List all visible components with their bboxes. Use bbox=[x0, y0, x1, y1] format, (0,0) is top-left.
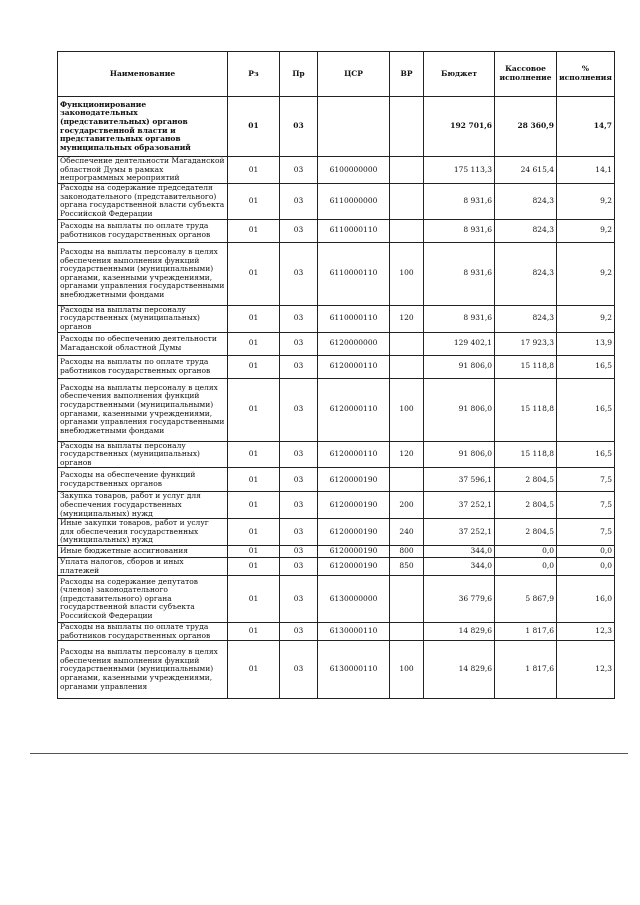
table-row bbox=[58, 183, 615, 219]
cell-csr: 6110000110 bbox=[318, 242, 390, 305]
cell-csr: 6120000000 bbox=[318, 332, 390, 355]
cell-cash-execution: 1 817,6 bbox=[495, 641, 557, 699]
table-body bbox=[58, 97, 615, 699]
cell-vr: 100 bbox=[390, 242, 424, 305]
cell-cash-execution: 15 118,8 bbox=[495, 355, 557, 378]
cell-rz: 01 bbox=[228, 219, 280, 242]
cell-pr: 03 bbox=[280, 576, 318, 623]
cell-csr: 6110000000 bbox=[318, 183, 390, 219]
cell-name: Расходы на содержание депутатов (членов) законодательного (представительного) органа государственной власти субъекта Российской Федерации bbox=[58, 576, 228, 623]
table-row bbox=[58, 219, 615, 242]
table-row bbox=[58, 623, 615, 641]
cell-budget: 91 806,0 bbox=[424, 378, 495, 441]
cell-name: Обеспечение деятельности Магаданской областной Думы в рамках непрограммных мероприятий bbox=[58, 157, 228, 184]
cell-rz: 01 bbox=[228, 641, 280, 699]
cell-percent-execution: 7,5 bbox=[557, 468, 615, 492]
table-header-row bbox=[58, 52, 615, 97]
cell-pr: 03 bbox=[280, 157, 318, 184]
cell-budget: 8 931,6 bbox=[424, 242, 495, 305]
cell-vr: 200 bbox=[390, 492, 424, 519]
cell-vr bbox=[390, 183, 424, 219]
cell-name: Иные закупки товаров, работ и услуг для обеспечения государственных (муниципальных) нужд bbox=[58, 519, 228, 546]
cell-name: Расходы на обеспечение функций государственных органов bbox=[58, 468, 228, 492]
cell-percent-execution: 12,3 bbox=[557, 623, 615, 641]
cell-pr: 03 bbox=[280, 355, 318, 378]
cell-vr bbox=[390, 157, 424, 184]
table-row bbox=[58, 557, 615, 575]
cell-budget: 344,0 bbox=[424, 557, 495, 575]
budget-execution-table bbox=[57, 51, 615, 699]
cell-budget: 8 931,6 bbox=[424, 183, 495, 219]
cell-budget: 36 779,6 bbox=[424, 576, 495, 623]
cell-cash-execution: 824,3 bbox=[495, 242, 557, 305]
header-rz: Рз bbox=[228, 52, 280, 97]
table-row bbox=[58, 468, 615, 492]
cell-rz: 01 bbox=[228, 545, 280, 557]
cell-percent-execution: 9,2 bbox=[557, 305, 615, 332]
cell-pr: 03 bbox=[280, 97, 318, 157]
cell-rz: 01 bbox=[228, 492, 280, 519]
cell-name: Расходы на выплаты персоналу в целях обеспечения выполнения функций государственными (муниципальными) органами, казенными учреждениями, органами управления bbox=[58, 641, 228, 699]
table-row bbox=[58, 332, 615, 355]
header-name: Наименование bbox=[58, 52, 228, 97]
cell-percent-execution: 0,0 bbox=[557, 557, 615, 575]
cell-name: Расходы на выплаты по оплате труда работников государственных органов bbox=[58, 623, 228, 641]
cell-percent-execution: 12,3 bbox=[557, 641, 615, 699]
cell-percent-execution: 13,9 bbox=[557, 332, 615, 355]
cell-csr: 6100000000 bbox=[318, 157, 390, 184]
cell-budget: 8 931,6 bbox=[424, 219, 495, 242]
cell-csr: 6110000110 bbox=[318, 219, 390, 242]
table-row bbox=[58, 641, 615, 699]
cell-vr: 240 bbox=[390, 519, 424, 546]
cell-pr: 03 bbox=[280, 623, 318, 641]
cell-budget: 129 402,1 bbox=[424, 332, 495, 355]
cell-csr bbox=[318, 97, 390, 157]
table-row bbox=[58, 545, 615, 557]
cell-rz: 01 bbox=[228, 576, 280, 623]
cell-cash-execution: 2 804,5 bbox=[495, 468, 557, 492]
page-divider-line bbox=[30, 753, 628, 754]
cell-budget: 344,0 bbox=[424, 545, 495, 557]
cell-percent-execution: 9,2 bbox=[557, 242, 615, 305]
cell-cash-execution: 824,3 bbox=[495, 219, 557, 242]
cell-rz: 01 bbox=[228, 557, 280, 575]
table-row bbox=[58, 305, 615, 332]
cell-budget: 37 596,1 bbox=[424, 468, 495, 492]
cell-budget: 91 806,0 bbox=[424, 441, 495, 468]
cell-budget: 37 252,1 bbox=[424, 492, 495, 519]
cell-pr: 03 bbox=[280, 332, 318, 355]
cell-budget: 37 252,1 bbox=[424, 519, 495, 546]
cell-percent-execution: 16,0 bbox=[557, 576, 615, 623]
cell-rz: 01 bbox=[228, 468, 280, 492]
cell-csr: 6120000190 bbox=[318, 545, 390, 557]
cell-csr: 6130000110 bbox=[318, 623, 390, 641]
cell-vr: 120 bbox=[390, 441, 424, 468]
cell-budget: 8 931,6 bbox=[424, 305, 495, 332]
cell-vr bbox=[390, 355, 424, 378]
cell-rz: 01 bbox=[228, 355, 280, 378]
cell-pr: 03 bbox=[280, 219, 318, 242]
cell-pr: 03 bbox=[280, 519, 318, 546]
cell-csr: 6120000190 bbox=[318, 519, 390, 546]
cell-cash-execution: 2 804,5 bbox=[495, 492, 557, 519]
cell-vr: 100 bbox=[390, 641, 424, 699]
cell-cash-execution: 824,3 bbox=[495, 305, 557, 332]
table-row bbox=[58, 97, 615, 157]
cell-vr: 850 bbox=[390, 557, 424, 575]
cell-vr: 100 bbox=[390, 378, 424, 441]
cell-vr bbox=[390, 219, 424, 242]
cell-csr: 6130000000 bbox=[318, 576, 390, 623]
cell-percent-execution: 14,7 bbox=[557, 97, 615, 157]
cell-name: Расходы на выплаты персоналу в целях обеспечения выполнения функций государственными (муниципальными) органами, казенными учреждениями, органами управления государственными внебюджетными фондами bbox=[58, 378, 228, 441]
cell-cash-execution: 15 118,8 bbox=[495, 378, 557, 441]
cell-percent-execution: 0,0 bbox=[557, 545, 615, 557]
cell-name: Расходы на выплаты персоналу государственных (муниципальных) органов bbox=[58, 441, 228, 468]
cell-vr bbox=[390, 576, 424, 623]
table-row bbox=[58, 441, 615, 468]
cell-name: Расходы на выплаты персоналу в целях обеспечения выполнения функций государственными (муниципальными) органами, казенными учреждениями, органами управления государственными внебюджетными фондами bbox=[58, 242, 228, 305]
cell-pr: 03 bbox=[280, 468, 318, 492]
cell-vr: 800 bbox=[390, 545, 424, 557]
cell-budget: 14 829,6 bbox=[424, 641, 495, 699]
cell-pr: 03 bbox=[280, 641, 318, 699]
cell-rz: 01 bbox=[228, 623, 280, 641]
header-cash-execution: Кассовое исполнение bbox=[495, 52, 557, 97]
cell-pr: 03 bbox=[280, 545, 318, 557]
cell-pr: 03 bbox=[280, 441, 318, 468]
cell-percent-execution: 7,5 bbox=[557, 492, 615, 519]
cell-pr: 03 bbox=[280, 305, 318, 332]
cell-vr: 120 bbox=[390, 305, 424, 332]
cell-rz: 01 bbox=[228, 441, 280, 468]
cell-rz: 01 bbox=[228, 305, 280, 332]
cell-percent-execution: 16,5 bbox=[557, 355, 615, 378]
cell-pr: 03 bbox=[280, 242, 318, 305]
cell-csr: 6120000110 bbox=[318, 378, 390, 441]
cell-csr: 6120000190 bbox=[318, 492, 390, 519]
cell-pr: 03 bbox=[280, 557, 318, 575]
cell-rz: 01 bbox=[228, 242, 280, 305]
cell-csr: 6130000110 bbox=[318, 641, 390, 699]
cell-budget: 91 806,0 bbox=[424, 355, 495, 378]
cell-rz: 01 bbox=[228, 183, 280, 219]
cell-csr: 6120000110 bbox=[318, 355, 390, 378]
header-budget: Бюджет bbox=[424, 52, 495, 97]
table-row bbox=[58, 378, 615, 441]
cell-rz: 01 bbox=[228, 519, 280, 546]
cell-percent-execution: 14,1 bbox=[557, 157, 615, 184]
cell-percent-execution: 9,2 bbox=[557, 219, 615, 242]
cell-cash-execution: 2 804,5 bbox=[495, 519, 557, 546]
table-row bbox=[58, 157, 615, 184]
cell-rz: 01 bbox=[228, 97, 280, 157]
cell-pr: 03 bbox=[280, 378, 318, 441]
cell-csr: 6120000190 bbox=[318, 557, 390, 575]
table-row bbox=[58, 576, 615, 623]
cell-percent-execution: 7,5 bbox=[557, 519, 615, 546]
cell-name: Расходы на выплаты персоналу государственных (муниципальных) органов bbox=[58, 305, 228, 332]
header-csr: ЦСР bbox=[318, 52, 390, 97]
cell-pr: 03 bbox=[280, 183, 318, 219]
cell-cash-execution: 0,0 bbox=[495, 545, 557, 557]
cell-cash-execution: 0,0 bbox=[495, 557, 557, 575]
cell-cash-execution: 28 360,9 bbox=[495, 97, 557, 157]
cell-percent-execution: 16,5 bbox=[557, 441, 615, 468]
header-pr: Пр bbox=[280, 52, 318, 97]
header-vr: ВР bbox=[390, 52, 424, 97]
table-row bbox=[58, 242, 615, 305]
cell-csr: 6120000190 bbox=[318, 468, 390, 492]
table-row bbox=[58, 519, 615, 546]
cell-cash-execution: 17 923,3 bbox=[495, 332, 557, 355]
cell-name: Уплата налогов, сборов и иных платежей bbox=[58, 557, 228, 575]
header-percent-execution: % исполнения bbox=[557, 52, 615, 97]
cell-csr: 6110000110 bbox=[318, 305, 390, 332]
cell-vr bbox=[390, 468, 424, 492]
cell-vr bbox=[390, 97, 424, 157]
cell-budget: 175 113,3 bbox=[424, 157, 495, 184]
cell-name: Расходы на выплаты по оплате труда работников государственных органов bbox=[58, 219, 228, 242]
cell-budget: 14 829,6 bbox=[424, 623, 495, 641]
cell-name: Иные бюджетные ассигнования bbox=[58, 545, 228, 557]
cell-name: Расходы по обеспечению деятельности Магаданской областной Думы bbox=[58, 332, 228, 355]
cell-cash-execution: 824,3 bbox=[495, 183, 557, 219]
table-row bbox=[58, 492, 615, 519]
cell-vr bbox=[390, 623, 424, 641]
cell-vr bbox=[390, 332, 424, 355]
cell-budget: 192 701,6 bbox=[424, 97, 495, 157]
cell-name: Закупка товаров, работ и услуг для обеспечения государственных (муниципальных) нужд bbox=[58, 492, 228, 519]
table-row bbox=[58, 355, 615, 378]
cell-cash-execution: 5 867,9 bbox=[495, 576, 557, 623]
cell-cash-execution: 1 817,6 bbox=[495, 623, 557, 641]
cell-cash-execution: 24 615,4 bbox=[495, 157, 557, 184]
cell-rz: 01 bbox=[228, 157, 280, 184]
cell-name: Расходы на выплаты по оплате труда работников государственных органов bbox=[58, 355, 228, 378]
cell-cash-execution: 15 118,8 bbox=[495, 441, 557, 468]
cell-rz: 01 bbox=[228, 378, 280, 441]
cell-percent-execution: 9,2 bbox=[557, 183, 615, 219]
cell-csr: 6120000110 bbox=[318, 441, 390, 468]
cell-name: Функционирование законодательных (представительных) органов государственной власти и представительных органов муниципальных образований bbox=[58, 97, 228, 157]
cell-rz: 01 bbox=[228, 332, 280, 355]
cell-name: Расходы на содержание председателя законодательного (представительного) органа государственной власти субъекта Российской Федерации bbox=[58, 183, 228, 219]
cell-percent-execution: 16,5 bbox=[557, 378, 615, 441]
cell-pr: 03 bbox=[280, 492, 318, 519]
